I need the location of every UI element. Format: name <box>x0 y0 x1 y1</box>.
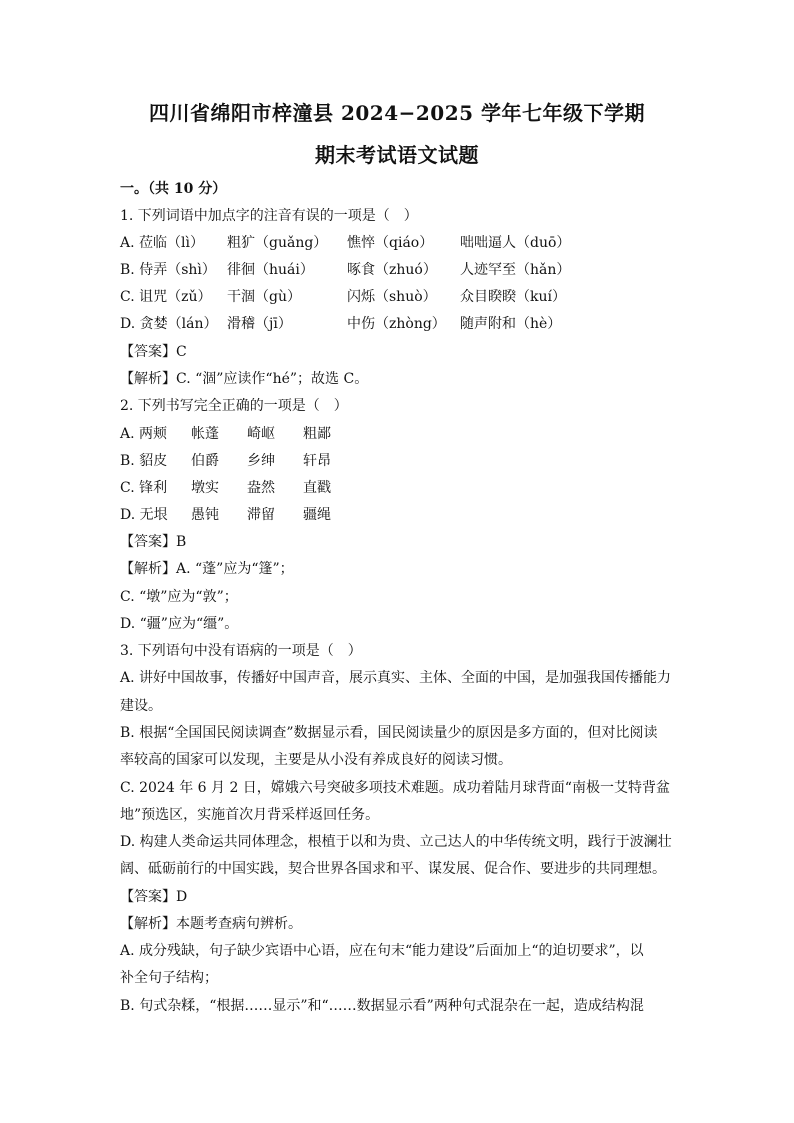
q1-option-cell: 滑稽（jī） <box>227 316 292 332</box>
q1-option-cell: 咄咄逼人（duō） <box>460 235 571 251</box>
q2-answer: 【答案】B <box>120 534 187 550</box>
q3-analysis-line: A. 成分残缺，句子缺少宾语中心语，应在句末“能力建设”后面加上“的迫切要求”，以 <box>120 943 644 959</box>
q2-option-cell: 盎然 <box>247 480 275 496</box>
document-title-line1: 四川省绵阳市梓潼县 2024−2025 学年七年级下学期 <box>148 101 645 125</box>
q1-option-cell: 啄食（zhuó） <box>347 262 437 278</box>
q1-option-cell: D. 贪婪（lán） <box>120 316 218 332</box>
q3-option-line: 建设。 <box>120 698 162 714</box>
q1-stem: 1. 下列词语中加点字的注音有误的一项是（ ） <box>120 208 418 224</box>
q2-option-cell: 帐蓬 <box>191 426 219 442</box>
q3-option-line: 阔、砥砺前行的中国实践，契合世界各国求和平、谋发展、促合作、要进步的共同理想。 <box>120 861 666 877</box>
q3-option-line: B. 根据“全国国民阅读调查”数据显示看，国民阅读量少的原因是多方面的，但对比阅读 <box>120 725 658 741</box>
q1-option-cell: 人迹罕至（hǎn） <box>460 262 571 278</box>
q2-option-cell: A. 两颊 <box>120 426 168 442</box>
q2-option-cell: 粗鄙 <box>303 426 331 442</box>
q2-option-cell: 轩昂 <box>303 453 331 469</box>
q2-option-cell: 直戳 <box>303 480 331 496</box>
q2-option-cell: 疆绳 <box>303 507 331 523</box>
q3-stem: 3. 下列语句中没有语病的一项是（ ） <box>120 643 362 659</box>
q2-analysis-line: C. “墩”应为“敦”； <box>120 589 238 605</box>
q3-analysis-line: 补全句子结构； <box>120 970 218 986</box>
q2-stem: 2. 下列书写完全正确的一项是（ ） <box>120 398 348 414</box>
q1-option-cell: B. 侍弄（shì） <box>120 262 216 278</box>
q2-option-cell: C. 锋利 <box>120 480 168 496</box>
q1-option-cell: 粗犷（guǎng） <box>227 235 328 251</box>
q1-option-cell: A. 莅临（lì） <box>120 235 204 251</box>
q3-analysis-line: 【解析】本题考查病句辨析。 <box>120 916 302 932</box>
q1-option-cell: 众目睽睽（kuí） <box>460 289 566 305</box>
q1-option-cell: 闪烁（shuò） <box>347 289 437 305</box>
q2-option-cell: 愚钝 <box>191 507 219 523</box>
q2-option-cell: 滞留 <box>247 507 275 523</box>
q2-analysis-line: D. “疆”应为“缰”。 <box>120 616 239 632</box>
q3-option-line: D. 构建人类命运共同体理念，根植于以和为贵、立己达人的中华传统文明，践行于波澜壮 <box>120 834 672 850</box>
q2-option-cell: B. 貂皮 <box>120 453 168 469</box>
q3-answer: 【答案】D <box>120 889 188 905</box>
q2-option-cell: 乡绅 <box>247 453 275 469</box>
q1-option-cell: 徘徊（huái） <box>227 262 314 278</box>
q2-option-cell: 崎岖 <box>247 426 275 442</box>
q1-option-cell: 随声附和（hè） <box>460 316 562 332</box>
q1-answer: 【答案】C <box>120 344 187 360</box>
q1-option-cell: C. 诅咒（zǔ） <box>120 289 212 305</box>
q1-option-cell: 中伤（zhòng） <box>347 316 446 332</box>
q2-option-cell: 墩实 <box>191 480 219 496</box>
q3-option-line: A. 讲好中国故事，传播好中国声音，展示真实、主体、全面的中国，是加强我国传播能力 <box>120 670 672 686</box>
q2-analysis-line: 【解析】A. “蓬”应为“篷”； <box>120 561 294 577</box>
q1-option-cell: 干涸（gù） <box>227 289 301 305</box>
q1-option-cell: 憔悴（qiáo） <box>347 235 434 251</box>
q2-option-cell: D. 无垠 <box>120 507 168 523</box>
document-title-line2: 期末考试语文试题 <box>315 143 479 167</box>
q3-analysis-line: B. 句式杂糅，“根据……显示”和“……数据显示看”两种句式混杂在一起，造成结构混 <box>120 998 644 1014</box>
q3-option-line: C. 2024 年 6 月 2 日，嫦娥六号突破多项技术难题。成功着陆月球背面“南极一艾特背盆 <box>120 780 670 796</box>
q3-option-line: 地”预选区，实施首次月背采样返回任务。 <box>120 807 380 823</box>
section-heading: 一。（共 10 分） <box>120 181 227 197</box>
q3-option-line: 率较高的国家可以发现，主要是从小没有养成良好的阅读习惯。 <box>120 752 512 768</box>
q2-option-cell: 伯爵 <box>191 453 219 469</box>
q1-analysis: 【解析】C. “涸”应读作“hé”；故选 C。 <box>120 371 369 387</box>
